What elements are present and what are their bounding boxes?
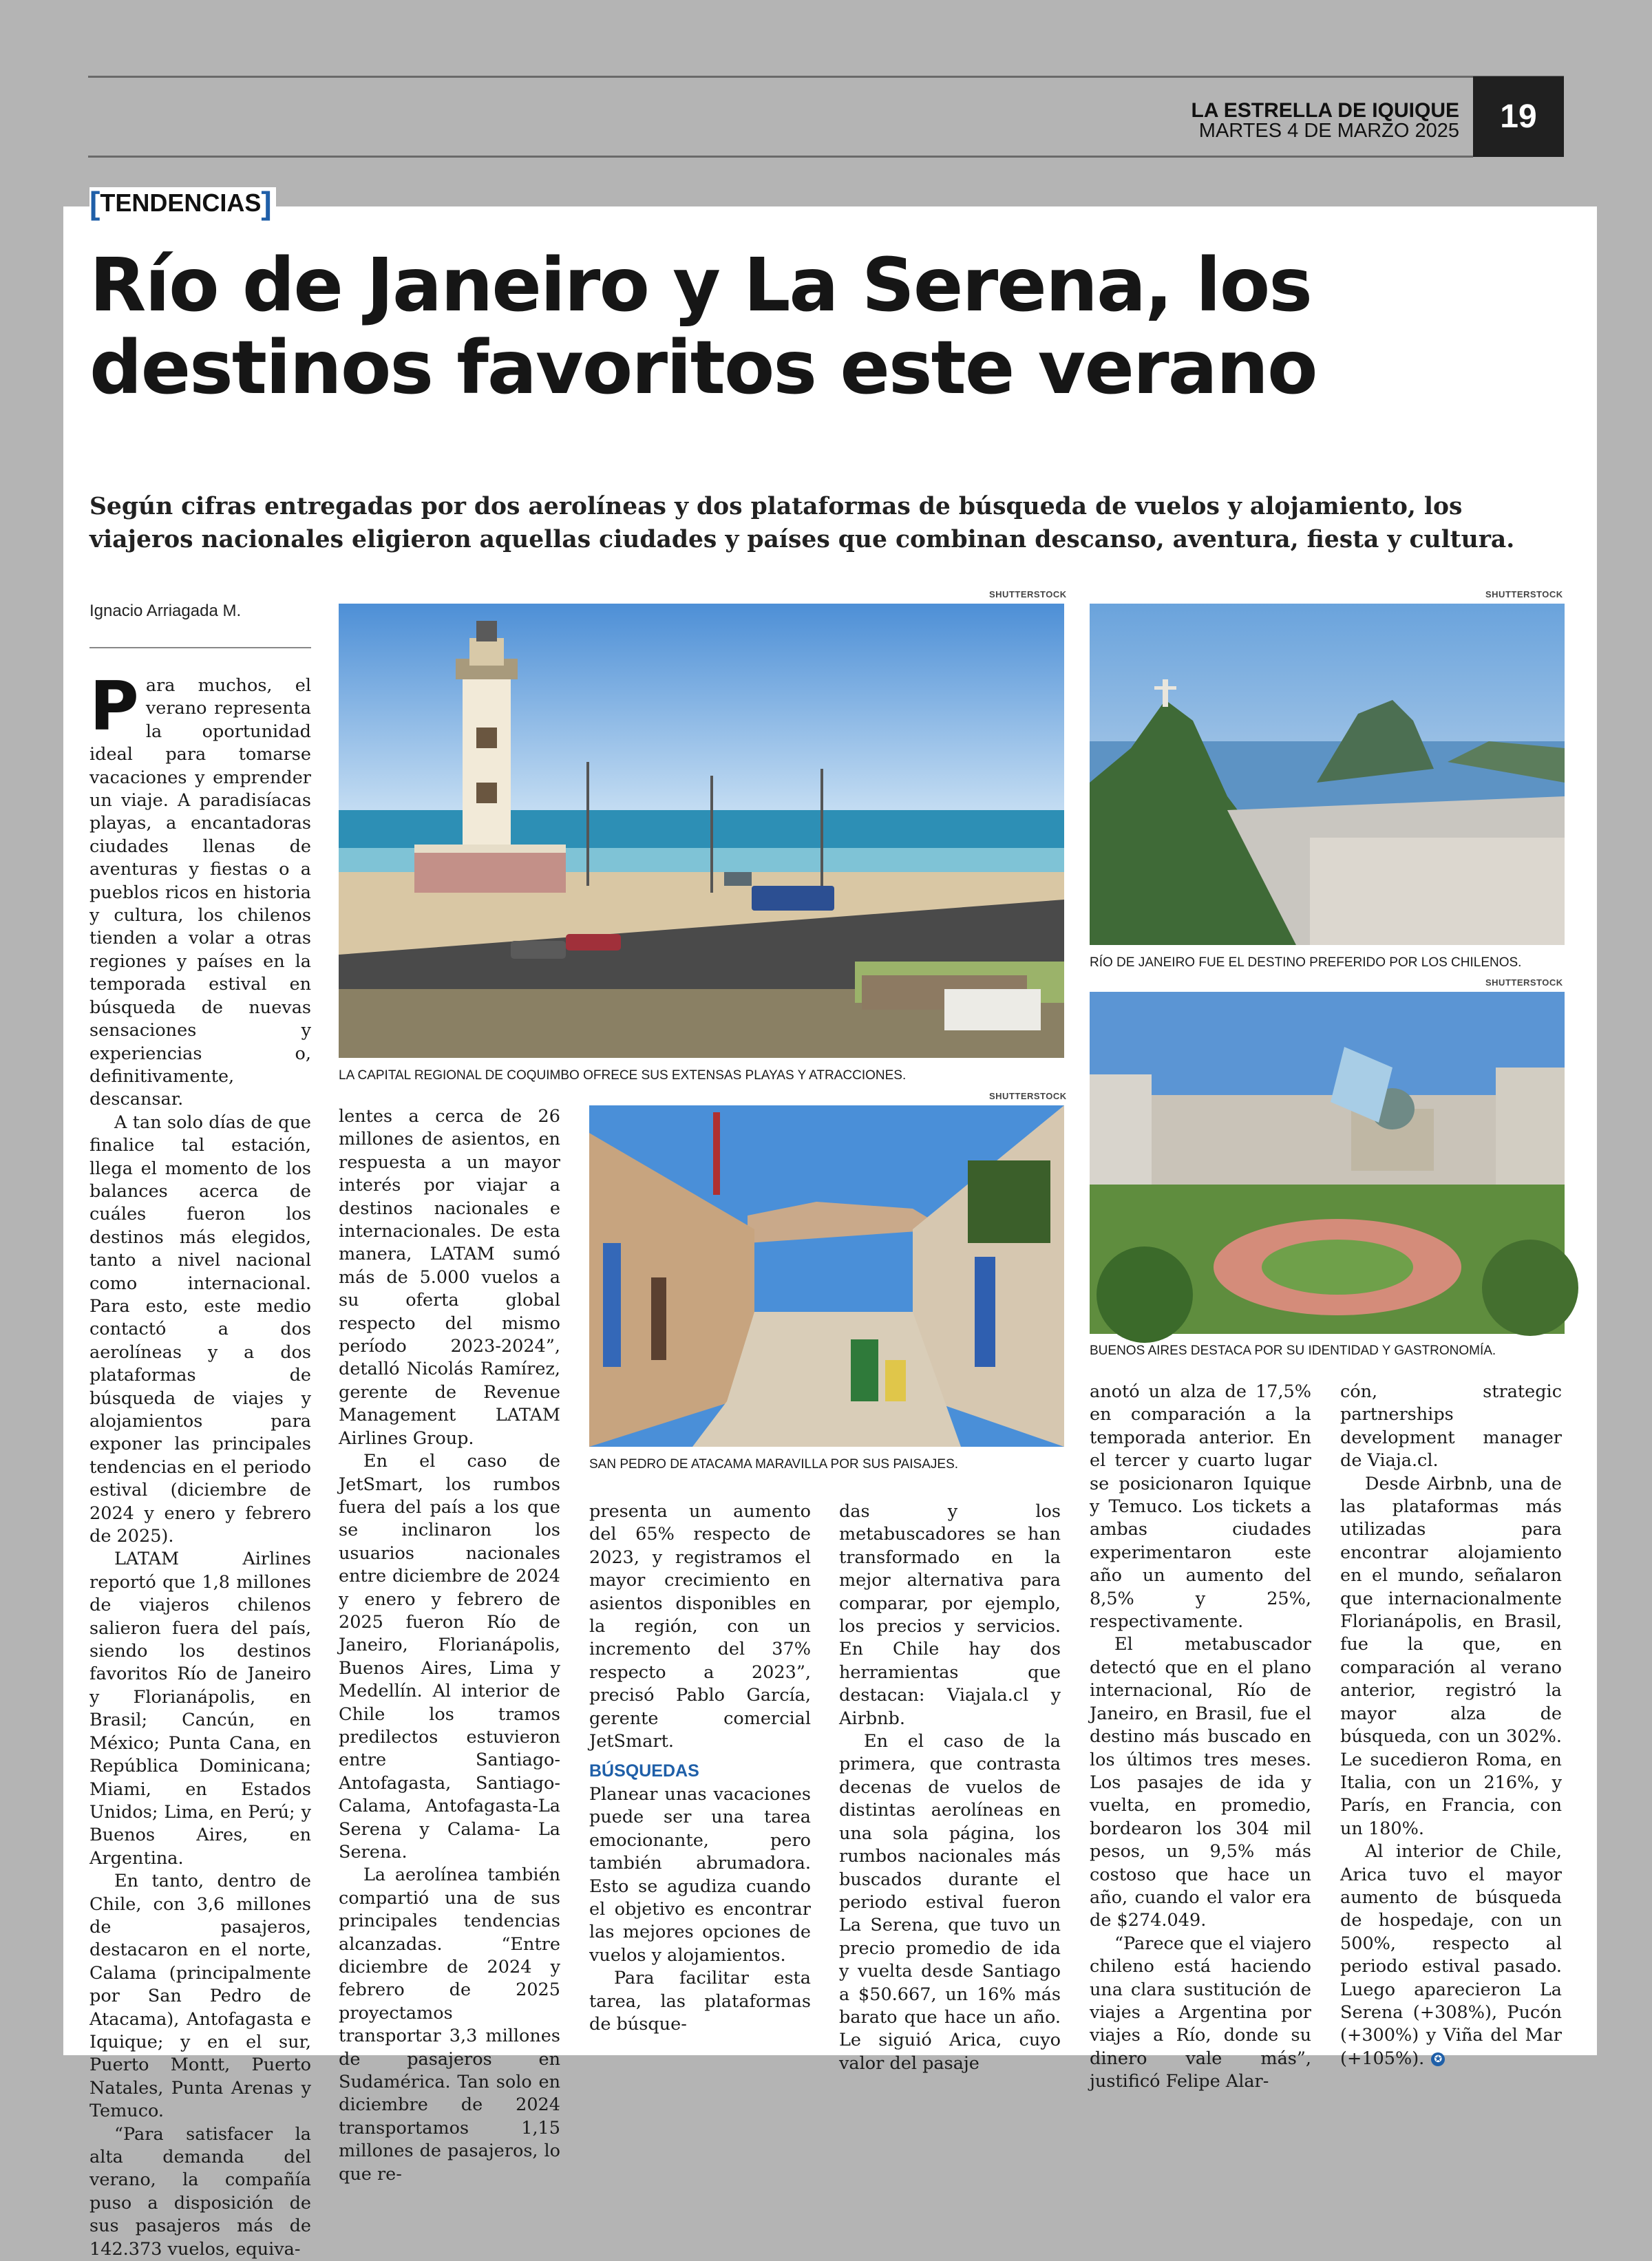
body-paragraph: Para facilitar esta tarea, las plataformas de búsque- [589,1968,811,2035]
end-of-article-icon: ✪ [1431,2052,1445,2066]
headline: Río de Janeiro y La Serena, los destinos favoritos este verano [89,243,1317,411]
photo-san-pedro-de-atacama [589,1105,1064,1447]
header-rule-top [88,76,1564,78]
body-paragraph: Para muchos, el verano representa la oportunidad ideal para tomarse vacaciones y emprender un viaje. A paradisíacas playas, a encantadoras ciudades llenas de aventuras y fiestas o a pueblos ricos en historia y cultura, los chilenos tienden a volar a otras regiones y países en la temporada estival en búsqueda de nuevas sensaciones y experiencias o, definitivamente, descansar. [89,668,311,1110]
page-number: 19 [1473,76,1564,157]
subhead-busquedas: BÚSQUEDAS [589,1761,699,1781]
article-column-6 [1340,1381,1562,2070]
deck: Según cifras entregadas por dos aerolíneas y dos plataformas de búsqueda de vuelos y alojamiento, los viajeros nacionales eligieron aquellas ciudades y países que combinan descanso, aventura, fiesta y cultura. [89,493,1515,553]
body-paragraph: LATAM Airlines reportó que 1,8 millones de viajeros chilenos salieron fuera del país, siendo los destinos favoritos Río de Janeiro y Florianápolis, en Brasil; Cancún, en México; Punta Cana, en República Dominicana; Miami, en Estados Unidos; Lima, en Perú; y Buenos Aires, en Argentina. [89,1549,311,1869]
body-paragraph: das y los metabuscadores se han transformado en la mejor alternativa para comparar, por ejemplo, los precios y servicios. En Chile hay dos herramientas que destacan: Viajala.cl y Airbnb. [839,1501,1061,1729]
photo-credit-coquimbo: SHUTTERSTOCK [989,589,1067,599]
section-label: TENDENCIAS [100,189,262,217]
article-column-1 [89,668,311,2261]
body-paragraph: A tan solo días de que finalice tal estación, llega el momento de los balances acerca de cuáles fueron los destinos más elegidos, tanto a nivel nacional como internacional. Para esto, este medio contactó a dos aerolíneas y a dos plataformas de búsqueda de viajes y alojamientos para exponer las principales tendencias en el periodo estival (diciembre de 2024 y enero y febrero de 2025). [89,1112,311,1547]
article-column-2 [339,1105,560,2186]
body-paragraph: En tanto, dentro de Chile, con 3,6 millones de pasajeros, destacaron en el norte, Calama (principalmente por San Pedro de Atacama), Antofagasta e Iquique; y en el sur, Puerto Montt, Puerto Natales, Punta Arenas y Temuco. [89,1871,311,2122]
body-paragraph: La aerolínea también compartió una de sus principales tendencias alcanzadas. “Entre diciembre de 2024 y febrero de 2025 proyectamos transportar 3,3 millones de pasajeros en Sudamérica. Tan solo en diciembre de 2024 transportamos 1,15 millones de pasajeros, lo que re- [339,1865,560,2185]
caption-atacama: SAN PEDRO DE ATACAMA MARAVILLA POR SUS PAISAJES. [589,1457,959,1472]
photo-credit-atacama: SHUTTERSTOCK [989,1091,1067,1101]
photo-buenos-aires [1090,992,1565,1334]
body-paragraph: Al interior de Chile, Arica tuvo el mayor aumento de búsqueda de hospedaje, con un 500%, respecto al periodo estival pasado. Luego aparecieron La Serena (+308%), Pucón (+300%) y Viña del Mar (+105%). ✪ [1340,1841,1562,2069]
article-sheet [63,185,1597,2260]
body-paragraph: Planear unas vacaciones puede ser una tarea emocionante, pero también abrumadora. Esto se agudiza cuando el objetivo es encontrar las mejores opciones de vuelos y alojamientos. [589,1783,811,1966]
article-column-5 [1090,1381,1311,2094]
photo-credit-rio: SHUTTERSTOCK [1485,589,1563,599]
body-paragraph: “Parece que el viajero chileno está haciendo una clara sustitución de viajes a Argentina por viajes a Río, donde su dinero vale más”, justificó Felipe Alar- [1090,1933,1311,2092]
article-column-3 [589,1500,811,2036]
caption-buenos-aires: BUENOS AIRES DESTACA POR SU IDENTIDAD Y GASTRONOMÍA. [1090,1344,1496,1358]
body-paragraph: lentes a cerca de 26 millones de asientos, en respuesta a un mayor interés por viajar a destinos nacionales e internacionales. De esta manera, LATAM sumó más de 5.000 vuelos a su oferta global respecto del mismo período 2023-2024”, detalló Nicolás Ramírez, gerente de Revenue Management LATAM Airlines Group. [339,1106,560,1449]
header-rule-bottom [88,156,1473,158]
byline: Ignacio Arriagada M. [89,602,242,620]
section-tag: [ TENDENCIAS ] [89,187,276,219]
masthead [1192,100,1459,141]
article-column-4 [839,1500,1061,2075]
body-paragraph: Desde Airbnb, una de las plataformas más utilizadas para encontrar alojamiento en el mundo, señalaron que internacionalmente Florianápolis, en Brasil, fue la que, en comparación al verano anterior, registró la mayor alza de búsqueda, con un 302%. Le sucedieron Roma, en Italia, con un 216%, y París, en Francia, con un 180%. [1340,1473,1562,1839]
byline-rule [89,647,311,648]
drop-cap: P [89,668,139,746]
caption-rio: RÍO DE JANEIRO FUE EL DESTINO PREFERIDO POR LOS CHILENOS. [1090,955,1522,970]
photo-coquimbo-lighthouse [339,604,1064,1058]
body-paragraph: anotó un alza de 17,5% en comparación a la temporada anterior. En el tercer y cuarto lugar se posicionaron Iquique y Temuco. Los tickets a ambas ciudades experimentaron este año un aumento del 8,5% y 25%, respectivamente. [1090,1381,1311,1633]
paper-name: LA ESTRELLA DE IQUIQUE [1191,99,1459,122]
caption-coquimbo: LA CAPITAL REGIONAL DE COQUIMBO OFRECE SUS EXTENSAS PLAYAS Y ATRACCIONES. [339,1068,907,1083]
body-paragraph: presenta un aumento del 65% respecto de 2023, y registramos el mayor crecimiento en asientos disponibles en la región, con un incremento del 37% respecto a 2023”, precisó Pablo García, gerente comercial JetSmart. [589,1501,811,1752]
body-paragraph: En el caso de JetSmart, los rumbos fuera del país a los que se inclinaron los usuarios nacionales entre diciembre de 2024 y enero y febrero de 2025 fueron Río de Janeiro, Florianápolis, Buenos Aires, Lima y Medellín. Al interior de Chile los tramos predilectos estuvieron entre Santiago-Antofagasta, Santiago-Calama, Antofagasta-La Serena y Calama- La Serena. [339,1451,560,1862]
body-paragraph: “Para satisfacer la alta demanda del verano, la compañía puso a disposición de sus pasajeros más de 142.373 vuelos, equiva- [89,2123,311,2260]
photo-rio-de-janeiro [1090,604,1565,945]
body-paragraph: El metabuscador detectó que en el plano internacional, Río de Janeiro, en Brasil, fue el destino más buscado en los últimos tres meses. Los pasajes de ida y vuelta, en promedio, bordearon los 304 mil pesos, un 9,5% más costoso que hace un año, cuando el valor era de $274.049. [1090,1634,1311,1931]
photo-credit-buenos-aires: SHUTTERSTOCK [1485,977,1563,988]
issue-date: MARTES 4 DE MARZO 2025 [1198,120,1459,142]
body-paragraph: En el caso de la primera, que contrasta decenas de vuelos de distintas aerolíneas en una sola página, los rumbos nacionales más buscados durante el periodo estival fueron La Serena, que tuvo un precio promedio de ida y vuelta desde Santiago a $50.667, un 16% más barato que hace un año. Le siguió Arica, cuyo valor del pasaje [839,1731,1061,2074]
body-paragraph: cón, strategic partnerships development manager de Viaja.cl. [1340,1381,1562,1472]
